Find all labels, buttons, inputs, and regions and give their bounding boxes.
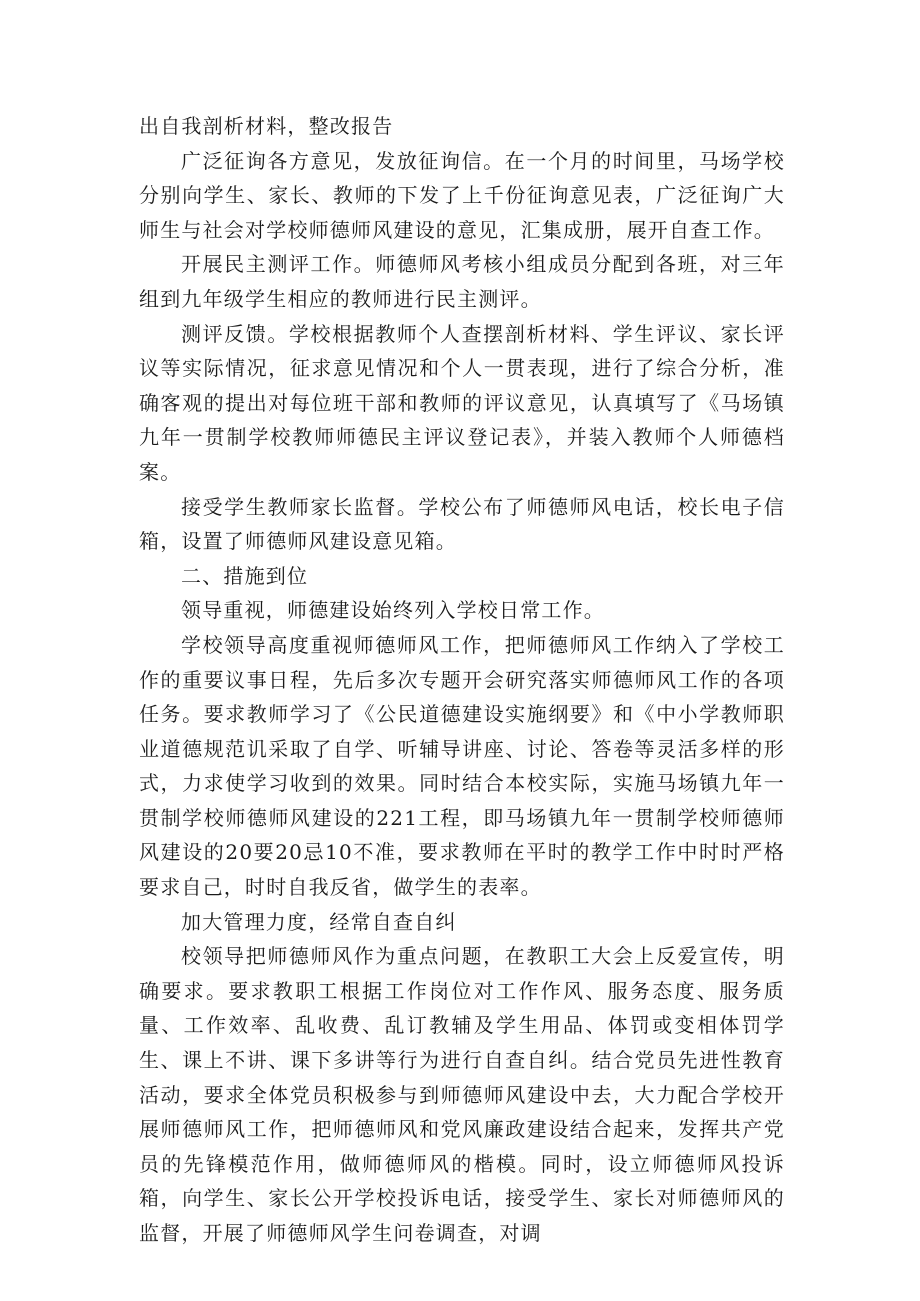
paragraph-leadership-detail: 学校领导高度重视师德师风工作，把师德师风工作纳入了学校工作的重要议事日程，先后多次专题开会研究落实师德师风工作的各项任务。要求教师学习了《公民道德建设实施纲要》和《中小学教师职业道德规范讥采取了自学、听辅导讲座、讨论、答卷等灵活多样的形式，力求使学习收到的效果。同时结合本校实际，实施马场镇九年一贯制学校师德师风建设的221工程，即马场镇九年一贯制学校师德师风建设的20要20忌10不准，要求教师在平时的教学工作中时时严格要求自己，时时自我反省，做学生的表率。: [139, 632, 785, 900]
paragraph-solicit-opinions: 广泛征询各方意见，发放征询信。在一个月的时间里，马场学校分别向学生、家长、教师的下发了上千份征询意见表，广泛征询广大师生与社会对学校师德师风建设的意见，汇集成册，展开自查工作。: [139, 148, 785, 242]
paragraph-management-detail: 校领导把师德师风作为重点问题，在教职工大会上反爱宣传，明确要求。要求教职工根据工作岗位对工作作风、服务态度、服务质量、工作效率、乱收费、乱订教辅及学生用品、体罚或变相体罚学生、课上不讲、课下多讲等行为进行自查自纠。结合党员先进性教育活动，要求全体党员积极参与到师德师风建设中去，大力配合学校开展师德师风工作，把师德师风和党风廉政建设结合起来，发挥共产党员的先锋模范作用，做师德师风的楷模。同时，设立师德师风投诉箱，向学生、家长公开学校投诉电话，接受学生、家长对师德师风的监督，开展了师德师风学生问卷调查，对调: [139, 944, 785, 1245]
subheading-leadership: 领导重视，师德建设始终列入学校日常工作。: [181, 598, 605, 623]
paragraph-accept-supervision: 接受学生教师家长监督。学校公布了师德师风电话，校长电子信箱，设置了师德师风建设意见箱。: [139, 494, 785, 554]
paragraph-continuation: 出自我剖析材料，整改报告: [139, 114, 394, 138]
section-heading-measures: 二、措施到位: [181, 563, 309, 588]
paragraph-democratic-evaluation: 开展民主测评工作。师德师风考核小组成员分配到各班，对三年组到九年级学生相应的教师进行民主测评。: [139, 252, 785, 311]
paragraph-evaluation-feedback: 测评反馈。学校根据教师个人查摆剖析材料、学生评议、家长评议等实际情况，征求意见情况和个人一贯表现，进行了综合分析，准确客观的提出对每位班干部和教师的评议意见，认真填写了《马场镇九年一贯制学校教师师德民主评议登记表》，并装入教师个人师德档案。: [139, 321, 785, 484]
subheading-management: 加大管理力度，经常自查自纠: [181, 909, 457, 934]
document-body: [139, 109, 785, 1251]
